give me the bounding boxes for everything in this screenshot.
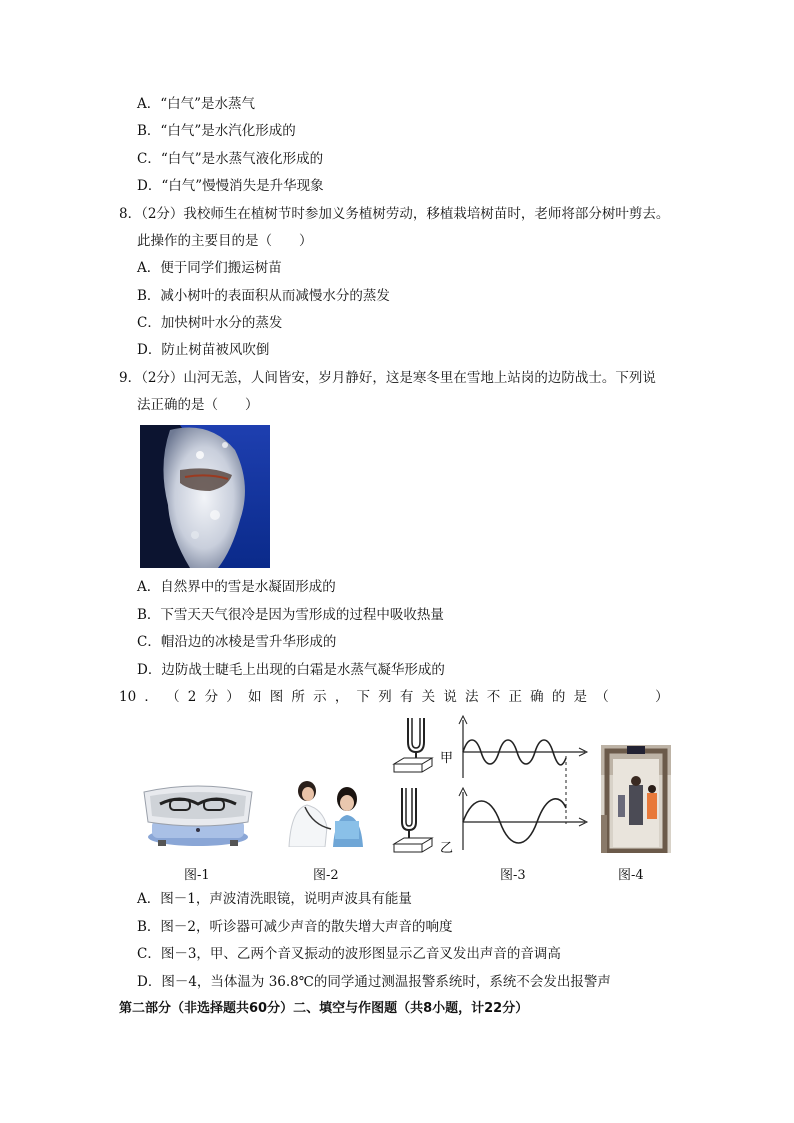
temperature-gate-figure	[601, 745, 671, 853]
q10-stem-part: 说	[443, 689, 457, 705]
q10-option-c: C．图－3，甲、乙两个音叉振动的波形图显示乙音叉发出声音的音调高	[137, 946, 561, 962]
q8-stem-line1: 8．（2分）我校师生在植树节时参加义务植树劳动，移植栽培树苗时，老师将部分树叶剪去。	[119, 206, 670, 222]
q9-option-b: B．下雪天天气很冷是因为雪形成的过程中吸收热量	[137, 607, 444, 623]
q10-stem-part: 正	[508, 689, 522, 705]
q10-stem-part: 列	[378, 689, 392, 705]
q10-stem-part: 2	[187, 689, 197, 705]
q10-stem-part: 确	[530, 689, 544, 705]
q10-stem-part: ）	[226, 689, 240, 705]
q10-stem-part: 10	[119, 689, 137, 705]
q9-option-d: D．边防战士睫毛上出现的白霜是水蒸气凝华形成的	[137, 662, 445, 678]
tuning-fork-yi-icon	[394, 788, 432, 852]
q10-stem-part: ，	[334, 689, 349, 705]
q10-stem-part: ）	[655, 689, 669, 705]
q10-option-d: D．图－4，当体温为 36.8℃的同学通过测温报警系统时，系统不会发出报警声	[137, 974, 611, 990]
q10-stem	[119, 688, 669, 706]
q8-option-a: A．便于同学们搬运树苗	[137, 260, 282, 276]
frozen-soldier-photo	[140, 425, 270, 568]
q10-stem-part: 关	[421, 689, 436, 705]
q7-option-c: C．“白气”是水蒸气液化形成的	[137, 151, 324, 167]
q10-stem-part: 分	[204, 689, 219, 705]
q10-stem-part: ．	[144, 689, 158, 705]
q8-option-b: B．减小树叶的表面积从而减慢水分的蒸发	[137, 288, 390, 304]
q7-option-b: B．“白气”是水汽化形成的	[137, 123, 296, 139]
q10-stem-part: 法	[465, 689, 479, 705]
fig4-caption: 图-4	[618, 868, 644, 883]
q10-stem-part: （	[595, 689, 609, 705]
tuning-fork-jia-icon	[394, 718, 432, 772]
q10-stem-part: （	[166, 689, 180, 705]
waveform-jia	[459, 716, 587, 778]
ultrasonic-cleaner-figure	[140, 782, 256, 848]
q10-option-a: A．图－1，声波清洗眼镜，说明声波具有能量	[137, 891, 412, 907]
waveform-yi	[459, 788, 587, 850]
stethoscope-doctor-figure	[275, 777, 370, 847]
q9-stem-line2: 法正确的是（ ）	[137, 397, 259, 413]
q7-option-a: A．“白气”是水蒸气	[137, 96, 256, 112]
fig3-caption: 图-3	[500, 868, 526, 883]
q9-option-a: A．自然界中的雪是水凝固形成的	[137, 579, 336, 595]
q10-stem-part: 不	[486, 689, 501, 705]
fig1-caption: 图-1	[184, 868, 210, 883]
section-heading: 第二部分（非选择题共60分）二、填空与作图题（共8小题，计22分）	[119, 1001, 529, 1016]
fork-label-jia: 甲	[440, 751, 454, 766]
q8-option-c: C．加快树叶水分的蒸发	[137, 315, 283, 331]
q8-option-d: D．防止树苗被风吹倒	[137, 342, 270, 358]
q10-stem-part: 下	[356, 689, 371, 705]
q10-stem-part: 是	[573, 689, 588, 705]
q10-stem-part: 如	[248, 689, 262, 705]
q10-stem-part: 示	[313, 689, 327, 705]
q7-option-d: D．“白气”慢慢消失是升华现象	[137, 178, 324, 194]
q10-stem-part: 有	[399, 689, 414, 705]
q10-option-b: B．图－2，听诊器可减少声音的散失增大声音的响度	[137, 919, 453, 935]
q10-stem-part: 所	[291, 689, 305, 705]
tuning-fork-waveforms-figure	[390, 712, 590, 860]
q9-option-c: C．帽沿边的冰棱是雪升华形成的	[137, 634, 337, 650]
q8-stem-line2: 此操作的主要目的是（ ）	[137, 233, 313, 249]
q9-stem-line1: 9．（2分）山河无恙，人间皆安，岁月静好，这是寒冬里在雪地上站岗的边防战士。下列说	[119, 370, 656, 386]
q10-stem-part: 的	[551, 689, 566, 705]
q10-stem-part: 图	[269, 689, 284, 705]
fig2-caption: 图-2	[313, 868, 339, 883]
fork-label-yi: 乙	[440, 841, 454, 856]
